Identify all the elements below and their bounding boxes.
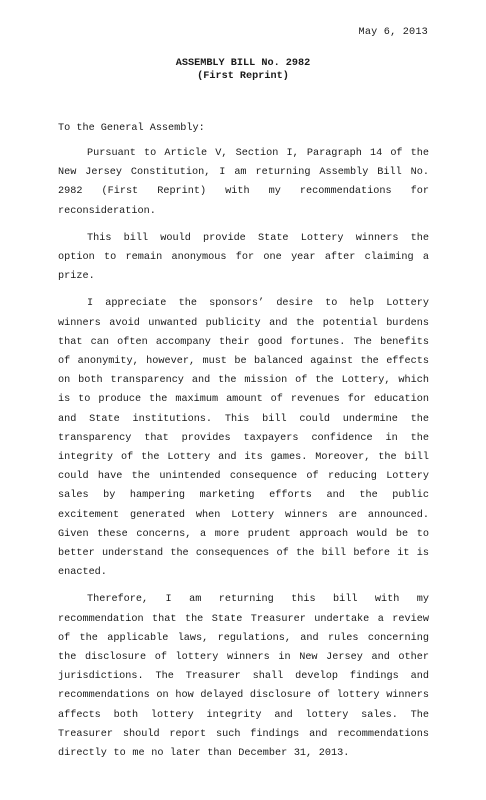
paragraph-2: This bill would provide State Lottery winners the option to remain anonymous for one year after claiming a prize. <box>58 232 429 283</box>
document-title <box>0 57 486 83</box>
document-body <box>58 144 429 771</box>
bill-number-heading: ASSEMBLY BILL No. 2982 <box>175 58 311 69</box>
document-date: May 6, 2013 <box>358 27 428 38</box>
paragraph-3: I appreciate the sponsors’ desire to help Lottery winners avoid unwanted publicity and the potential burdens that can often accompany their good fortunes. The benefits of anonymity, however, must be balanced against the effects on both transparency and the mission of the Lottery, which is to produce the maximum amount of revenues for education and State institutions. This bill could undermine the transparency that provides taxpayers confidence in the integrity of the Lottery and its games. Moreover, the bill could have the unintended consequence of reducing Lottery sales by hampering marketing efforts and the public excitement generated when Lottery winners are announced. Given these concerns, a more prudent approach would be to better understand the consequences of the bill before it is enacted. <box>58 298 429 579</box>
bill-reprint-heading: (First Reprint) <box>197 71 289 82</box>
paragraph-1: Pursuant to Article V, Section I, Paragraph 14 of the New Jersey Constitution, I am returning Assembly Bill No. 2982 (First Reprint) with my recommendations for reconsideration. <box>58 148 429 217</box>
paragraph-4: Therefore, I am returning this bill with my recommendation that the State Treasurer undertake a review of the applicable laws, regulations, and rules concerning the disclosure of lottery winners in New Jersey and other jurisdictions. The Treasurer shall develop findings and recommendations on how delayed disclosure of lottery winners affects both lottery integrity and lottery sales. The Treasurer should report such findings and recommendations directly to me no later than December 31, 2013. <box>58 594 429 760</box>
salutation: To the General Assembly: <box>58 123 205 134</box>
